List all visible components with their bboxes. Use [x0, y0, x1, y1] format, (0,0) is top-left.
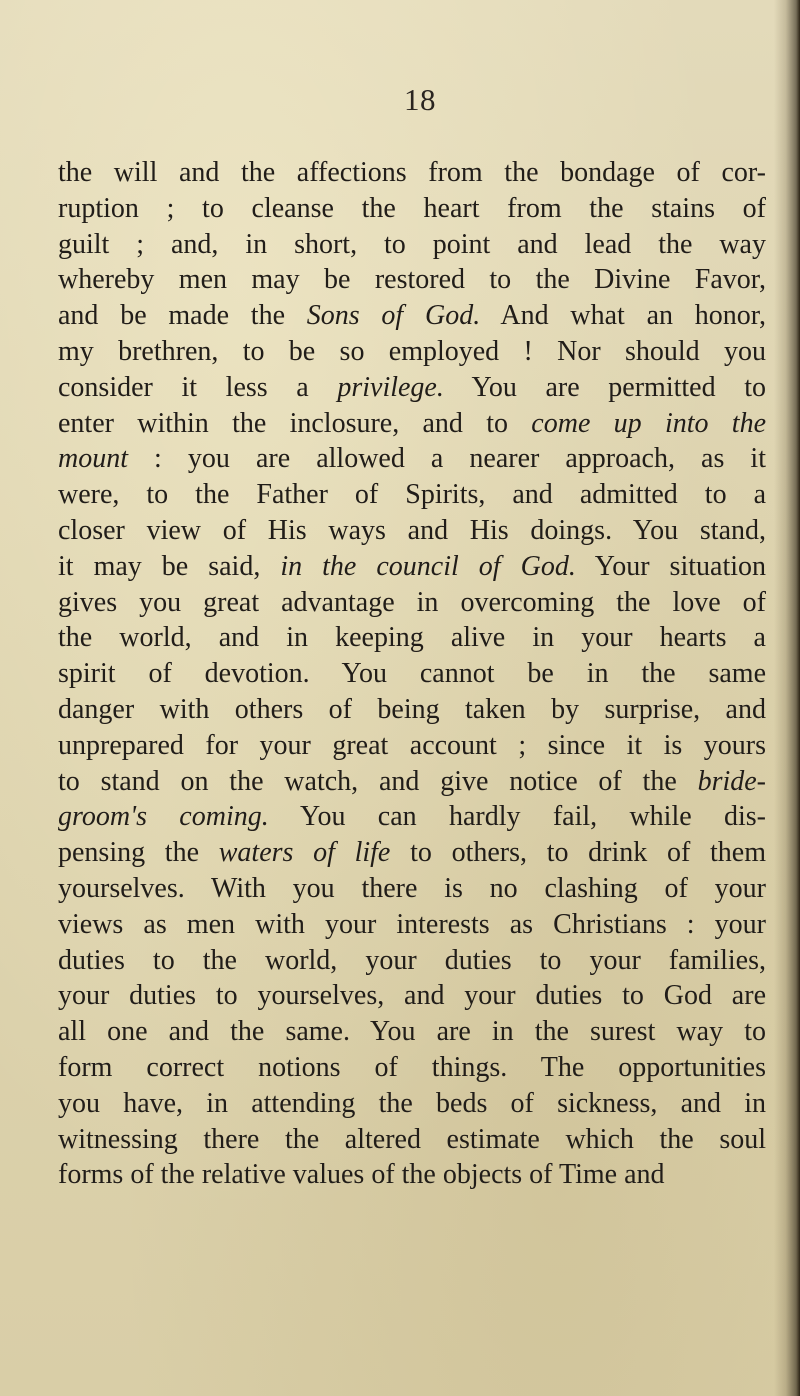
text-line: it may be said, in the council of God. Your situation [58, 550, 766, 582]
text-line: to stand on the watch, and give notice of the bride- [58, 765, 766, 797]
text-line: forms of the relative values of the objects of Time and [58, 1159, 665, 1191]
text-line: gives you great advantage in overcoming the love of [58, 586, 766, 618]
text-line: and be made the Sons of God. And what an honor, [58, 300, 766, 332]
text-line: were, to the Father of Spirits, and admitted to a [58, 479, 766, 511]
text-line: my brethren, to be so employed ! Nor should you [58, 335, 766, 367]
italic-phrase: in the council of God. [280, 550, 576, 582]
italic-phrase: come up into the [531, 407, 766, 439]
text-line: all one and the same. You are in the surest way to [58, 1016, 766, 1048]
text-line: witnessing there the altered estimate which the soul [58, 1123, 766, 1155]
page-number: 18 [404, 82, 436, 117]
page-edge-shadow [774, 0, 800, 1396]
text-line: your duties to yourselves, and your duties to God are [58, 980, 766, 1012]
text-line: guilt ; and, in short, to point and lead the way [58, 228, 766, 260]
italic-phrase: mount [58, 443, 128, 475]
text-line: ruption ; to cleanse the heart from the stains of [58, 192, 766, 224]
italic-phrase: groom's coming. [58, 801, 269, 833]
text-line: groom's coming. You can hardly fail, while dis- [58, 801, 766, 833]
italic-phrase: waters of life [218, 837, 391, 869]
text-line: unprepared for your great account ; since it is yours [58, 729, 766, 761]
text-line: danger with others of being taken by surprise, and [58, 693, 766, 725]
text-line: whereby men may be restored to the Divine Favor, [58, 264, 766, 296]
text-line: pensing the waters of life to others, to drink of them [58, 837, 766, 869]
text-line: duties to the world, your duties to your families, [58, 944, 766, 976]
text-line: you have, in attending the beds of sickness, and in [58, 1087, 766, 1119]
text-line: yourselves. With you there is no clashing of your [58, 872, 766, 904]
text-line: closer view of His ways and His doings. You stand, [58, 514, 766, 546]
text-line: consider it less a privilege. You are permitted to [58, 371, 766, 403]
text-line: enter within the inclosure, and to come up into the [58, 407, 766, 439]
italic-phrase: Sons of God. [306, 300, 481, 332]
text-line: mount : you are allowed a nearer approach, as it [58, 443, 766, 475]
body-text [58, 155, 766, 1193]
text-line: form correct notions of things. The opportunities [58, 1051, 766, 1083]
text-line: the will and the affections from the bondage of cor- [58, 157, 766, 188]
text-line: the world, and in keeping alive in your hearts a [58, 622, 766, 654]
italic-phrase: privilege. [337, 371, 444, 403]
text-line: views as men with your interests as Christians : your [58, 908, 766, 940]
text-line: spirit of devotion. You cannot be in the same [58, 658, 766, 690]
italic-phrase: bride- [697, 765, 766, 797]
